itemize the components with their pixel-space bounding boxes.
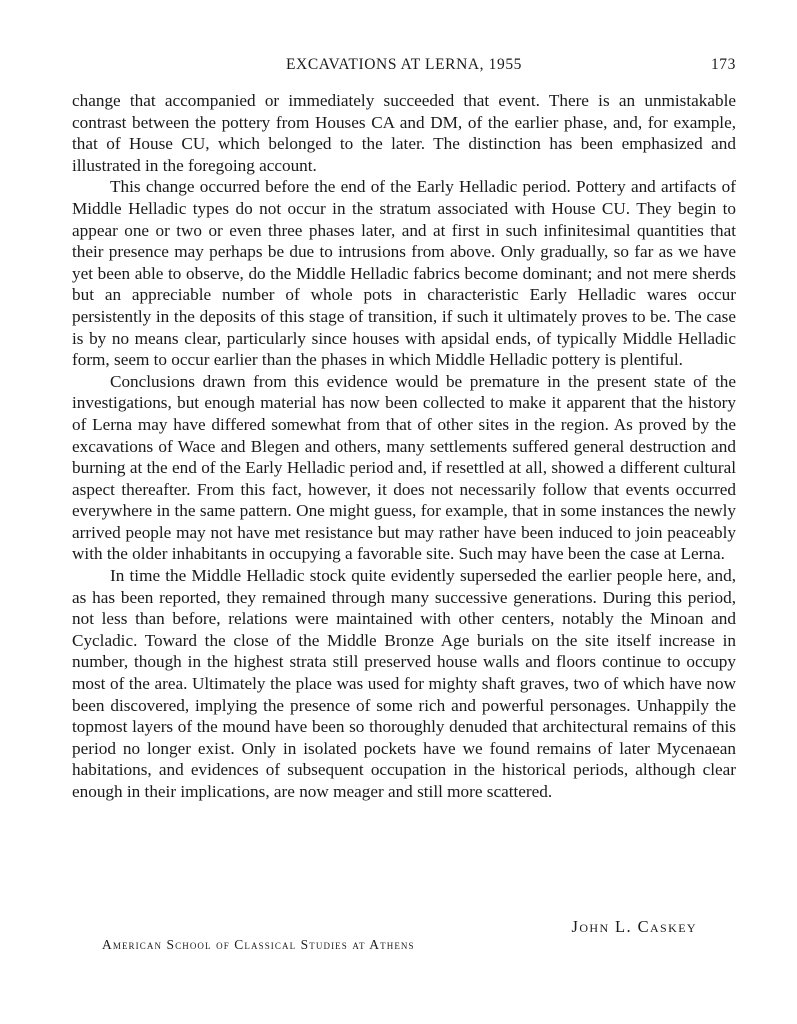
page-number: 173 <box>710 56 736 73</box>
paragraph-3: Conclusions drawn from this evidence would be premature in the present state of the investigations, but enough material has now been collected to make it apparent that the history of Lerna may have differed somewhat from that of other sites in the region. As proved by the excavations of Wace and Blegen and others, many settlements suffered general destruction and burning at the end of the Early Helladic period and, if resettled at all, showed a different cultural aspect thereafter. From this fact, however, it does not necessarily follow that events occurred everywhere in the same pattern. One might guess, for example, that in some instances the newly arrived people may not have met resistance but may rather have been induced to join peaceably with the older inhabitants in occupying a favorable site. Such may have been the case at Lerna. <box>72 371 736 564</box>
author-signature: John L. Caskey <box>571 917 697 936</box>
paragraph-1: change that accompanied or immediately succeeded that event. There is an unmistakable contrast between the pottery from Houses CA and DM, of the earlier phase, and, for example, that of House CU, which belonged to the later. The distinction has been emphasized and illustrated in the foregoing account. <box>72 91 736 175</box>
paragraph-4: In time the Middle Helladic stock quite evidently superseded the earlier people here, and, as has been reported, they remained through many successive generations. During this period, not less than before, relations were maintained with other centers, notably the Minoan and Cycladic. Toward the close of the Middle Bronze Age burials on the site itself increase in number, though in the highest strata still preserved house walls and floors continue to occupy most of the area. Ultimately the place was used for mighty shaft graves, two of which have now been discovered, implying the presence of some rich and powerful personages. Unhappily the topmost layers of the mound have been so thoroughly denuded that architectural remains of this period no longer exist. Only in isolated pockets have we found remains of later Mycenaean habitations, and evidences of subsequent occupation in the historical periods, although clear enough in their implications, are now meager and still more scattered. <box>72 566 736 801</box>
running-header <box>72 56 736 78</box>
body-text <box>72 90 736 803</box>
paragraph-2: This change occurred before the end of the Early Helladic period. Pottery and artifacts of Middle Helladic types do not occur in the stratum associated with House CU. They begin to appear one or two or even three phases later, and at first in such infinitesimal quantities that their presence may perhaps be due to intrusions from above. Only gradually, so far as we have yet been able to observe, do the Middle Helladic fabrics become dominant; and not mere sherds but an appreciable number of whole pots in characteristic Early Helladic wares occur persistently in the deposits of this stage of transition, if such it ultimately proves to be. The case is by no means clear, particularly since houses with apsidal ends, of typically Middle Helladic form, seem to occur earlier than the phases in which Middle Helladic pottery is plentiful. <box>72 177 736 370</box>
running-title: EXCAVATIONS AT LERNA, 1955 <box>285 56 523 73</box>
author-affiliation: American School of Classical Studies at Athens <box>102 937 415 952</box>
